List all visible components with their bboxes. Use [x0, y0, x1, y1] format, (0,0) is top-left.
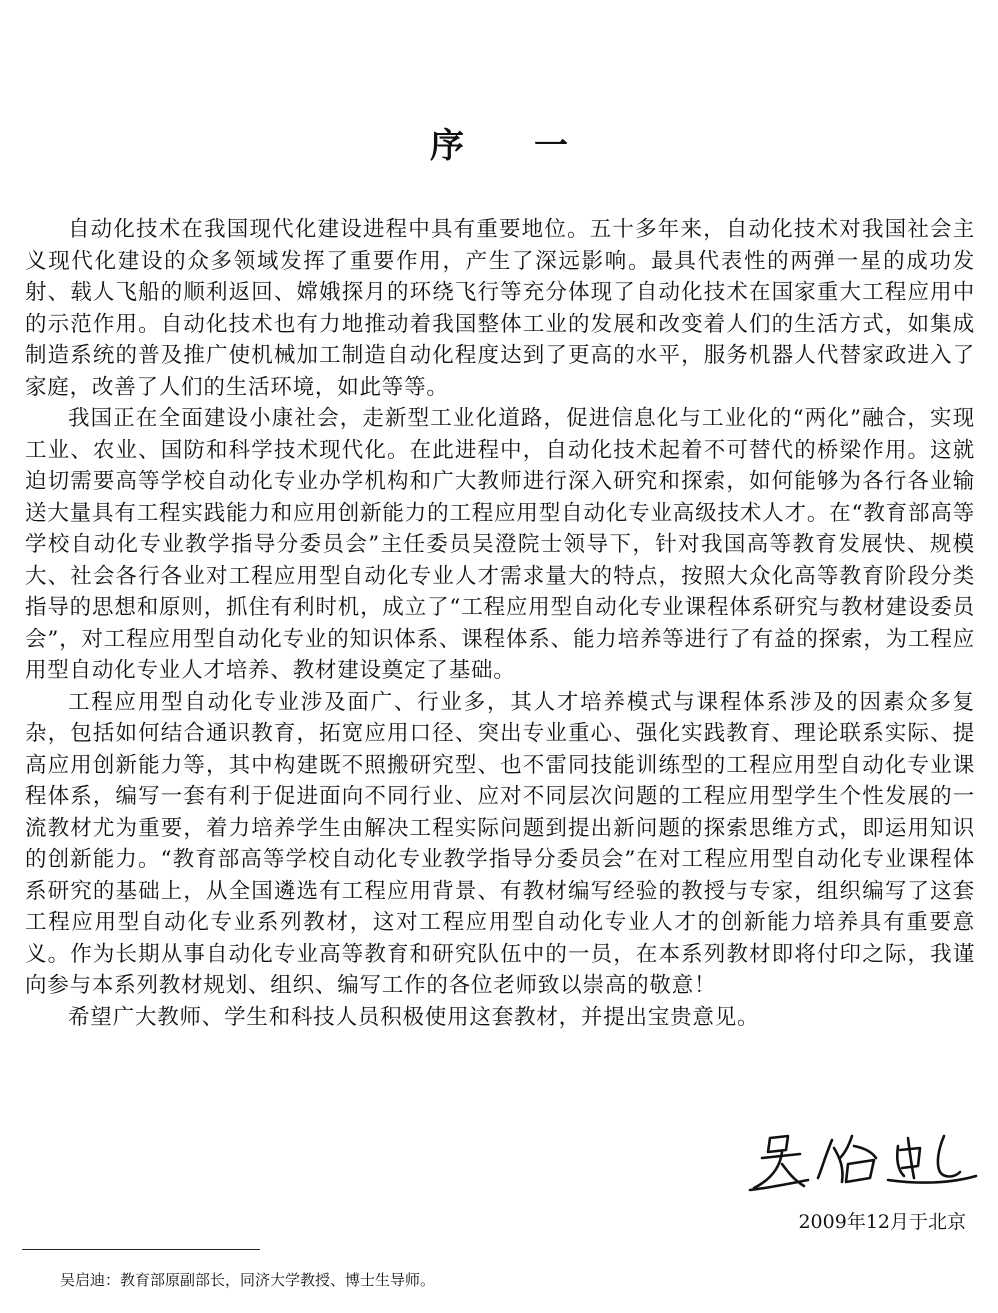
page-title: 序一: [430, 126, 638, 166]
footnote: 吴启迪：教育部原副部长，同济大学教授、博士生导师。: [60, 1271, 436, 1289]
handwritten-signature: [748, 1128, 978, 1198]
paragraph-2: 我国正在全面建设小康社会，走新型工业化道路，促进信息化与工业化的“两化”融合，实现工业、农业、国防和科学技术现代化。在此进程中，自动化技术起着不可替代的桥梁作用。这就迫切需要高等学校自动化专业办学机构和广大教师进行深入研究和探索，如何能够为各行各业输送大量具有工程实践能力和应用创新能力的工程应用型自动化专业高级技术人才。在“教育部高等学校自动化专业教学指导分委员会”主任委员吴澄院士领导下，针对我国高等教育发展快、规模大、社会各行各业对工程应用型自动化专业人才需求量大的特点，按照大众化高等教育阶段分类指导的思想和原则，抓住有利时机，成立了“工程应用型自动化专业课程体系研究与教材建设委员会”，对工程应用型自动化专业的知识体系、课程体系、能力培养等进行了有益的探索，为工程应用型自动化专业人才培养、教材建设奠定了基础。: [25, 406, 975, 683]
date-place: 2009年12月于北京: [798, 1211, 966, 1233]
footnote-divider: [22, 1249, 260, 1250]
paragraph-3: 工程应用型自动化专业涉及面广、行业多，其人才培养模式与课程体系涉及的因素众多复杂，包括如何结合通识教育，拓宽应用口径、突出专业重心、强化实践教育、理论联系实际、提高应用创新能力等，其中构建既不照搬研究型、也不雷同技能训练型的工程应用型自动化专业课程体系，编写一套有利于促进面向不同行业、应对不同层次问题的工程应用型学生个性发展的一流教材尤为重要，着力培养学生由解决工程实际问题到提出新问题的探索思维方式，即运用知识的创新能力。“教育部高等学校自动化专业教学指导分委员会”在对工程应用型自动化专业课程体系研究的基础上，从全国遴选有工程应用背景、有教材编写经验的教授与专家，组织编写了这套工程应用型自动化专业系列教材，这对工程应用型自动化专业人才的创新能力培养具有重要意义。作为长期从事自动化专业高等教育和研究队伍中的一员，在本系列教材即将付印之际，我谨向参与本系列教材规划、组织、编写工作的各位老师致以崇高的敬意！: [25, 689, 975, 998]
preface-body: [25, 214, 975, 1033]
paragraph-1: 自动化技术在我国现代化建设进程中具有重要地位。五十多年来，自动化技术对我国社会主义现代化建设的众多领域发挥了重要作用，产生了深远影响。最具代表性的两弹一星的成功发射、载人飞船的顺利返回、嫦娥探月的环绕飞行等充分体现了自动化技术在国家重大工程应用中的示范作用。自动化技术也有力地推动着我国整体工业的发展和改变着人们的生活方式，如集成制造系统的普及推广使机械加工制造自动化程度达到了更高的水平，服务机器人代替家政进入了家庭，改善了人们的生活环境，如此等等。: [25, 217, 975, 400]
paragraph-4: 希望广大教师、学生和科技人员积极使用这套教材，并提出宝贵意见。: [68, 1004, 760, 1030]
